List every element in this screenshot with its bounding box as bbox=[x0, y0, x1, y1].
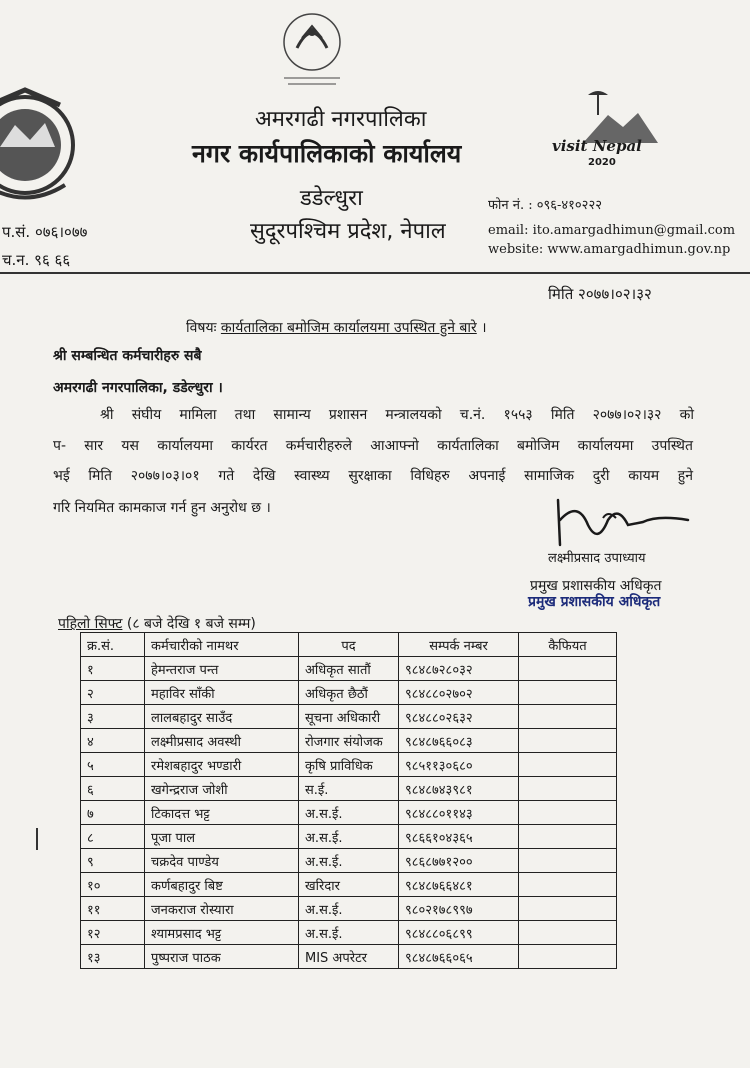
cell-name: रमेशबहादुर भण्डारी bbox=[145, 753, 299, 777]
table-body bbox=[81, 657, 617, 969]
cell-post: स.ई. bbox=[299, 777, 399, 801]
header-serial: क्र.सं. bbox=[81, 633, 145, 657]
district-name: डडेल्धुरा bbox=[300, 186, 363, 211]
margin-mark bbox=[36, 828, 38, 850]
cell-contact: ९८४८८०११४३ bbox=[399, 801, 519, 825]
cell-serial: १३ bbox=[81, 945, 145, 969]
table-row bbox=[81, 777, 617, 801]
reference-number: प.सं. ०७६।०७७ bbox=[2, 223, 88, 241]
cell-serial: २ bbox=[81, 681, 145, 705]
signatory-stamp: प्रमुख प्रशासकीय अधिकृत bbox=[528, 594, 661, 610]
municipality-logo-icon bbox=[262, 8, 362, 90]
visit-nepal-text: visit Nepal bbox=[552, 137, 642, 155]
cell-remarks bbox=[519, 849, 617, 873]
cell-remarks bbox=[519, 681, 617, 705]
mountain-icon bbox=[548, 85, 658, 145]
table-header-row bbox=[81, 633, 617, 657]
header-post: पद bbox=[299, 633, 399, 657]
table-row bbox=[81, 801, 617, 825]
table-row bbox=[81, 921, 617, 945]
cell-post: अ.स.ई. bbox=[299, 897, 399, 921]
cell-contact: ९८६६१०४३६५ bbox=[399, 825, 519, 849]
cell-post: अ.स.ई. bbox=[299, 801, 399, 825]
cell-contact: ९८०२१७८९९७ bbox=[399, 897, 519, 921]
subject-text: कार्यतालिका बमोजिम कार्यालयमा उपस्थित हुने बारे bbox=[220, 320, 477, 336]
cell-name: महाविर साँकी bbox=[145, 681, 299, 705]
cell-post: सूचना अधिकारी bbox=[299, 705, 399, 729]
table-row bbox=[81, 705, 617, 729]
table-row bbox=[81, 729, 617, 753]
signatory-name: लक्ष्मीप्रसाद उपाध्याय bbox=[548, 551, 646, 566]
header-remarks: कैफियत bbox=[519, 633, 617, 657]
cell-name: कर्णबहादुर बिष्ट bbox=[145, 873, 299, 897]
cell-post: अ.स.ई. bbox=[299, 825, 399, 849]
table-row bbox=[81, 873, 617, 897]
cell-contact: ९८४८७६६०६५ bbox=[399, 945, 519, 969]
cell-post: कृषि प्राविधिक bbox=[299, 753, 399, 777]
table-row bbox=[81, 681, 617, 705]
letter-date: मिति २०७७।०२।३२ bbox=[548, 285, 652, 303]
cell-remarks bbox=[519, 777, 617, 801]
cell-serial: १२ bbox=[81, 921, 145, 945]
website-address: website: www.amargadhimun.gov.np bbox=[488, 242, 731, 257]
recipient-line-2: अमरगढी नगरपालिका, डडेल्धुरा । bbox=[53, 380, 223, 396]
cell-post: खरिदार bbox=[299, 873, 399, 897]
handwritten-signature bbox=[548, 490, 698, 550]
body-line-1: श्री संघीय मामिला तथा सामान्य प्रशासन मन्त्रालयको च.नं. १५५३ मिति २०७७।०२।३२ को bbox=[100, 407, 694, 423]
header-divider bbox=[0, 272, 750, 274]
province-name: सुदूरपश्चिम प्रदेश, नेपाल bbox=[250, 219, 446, 244]
cell-name: श्यामप्रसाद भट्ट bbox=[145, 921, 299, 945]
body-line-3: भई मिति २०७७।०३।०१ गते देखि स्वास्थ्य सुरक्षाका विधिहरु अपनाई सामाजिक दुरी कायम हुने bbox=[53, 468, 693, 484]
phone-number: फोन नं. : ०९६-४१०२२२ bbox=[488, 198, 602, 213]
nepal-emblem-icon bbox=[0, 85, 80, 205]
cell-name: चक्रदेव पाण्डेय bbox=[145, 849, 299, 873]
cell-remarks bbox=[519, 657, 617, 681]
cell-post: MIS अपरेटर bbox=[299, 945, 399, 969]
subject-prefix: विषयः bbox=[186, 320, 217, 336]
header-name: कर्मचारीको नामथर bbox=[145, 633, 299, 657]
cell-remarks bbox=[519, 897, 617, 921]
cell-serial: १० bbox=[81, 873, 145, 897]
cell-serial: ६ bbox=[81, 777, 145, 801]
cell-contact: ९८४८७४३९८१ bbox=[399, 777, 519, 801]
cell-remarks bbox=[519, 945, 617, 969]
table-row bbox=[81, 825, 617, 849]
cell-remarks bbox=[519, 801, 617, 825]
cell-name: पुष्पराज पाठक bbox=[145, 945, 299, 969]
cell-serial: ३ bbox=[81, 705, 145, 729]
office-title: नगर कार्यपालिकाको कार्यालय bbox=[192, 139, 462, 168]
cell-contact: ९८४८७६६४८१ bbox=[399, 873, 519, 897]
cell-contact: ९८४८७२८०३२ bbox=[399, 657, 519, 681]
cell-name: टिकादत्त भट्ट bbox=[145, 801, 299, 825]
shift-title-main: पहिलो सिफ्ट bbox=[58, 616, 123, 632]
cell-remarks bbox=[519, 705, 617, 729]
header-contact: सम्पर्क नम्बर bbox=[399, 633, 519, 657]
body-line-2: प- सार यस कार्यालयमा कार्यरत कर्मचारीहरुले आआफ्नो कार्यतालिका बमोजिम कार्यालयमा उपस्थित bbox=[53, 438, 693, 454]
cell-name: हेमन्तराज पन्त bbox=[145, 657, 299, 681]
cell-post: अधिकृत सातौं bbox=[299, 657, 399, 681]
table-row bbox=[81, 897, 617, 921]
table-row bbox=[81, 753, 617, 777]
cell-name: जनकराज रोस्यारा bbox=[145, 897, 299, 921]
cell-serial: ४ bbox=[81, 729, 145, 753]
cell-post: अ.स.ई. bbox=[299, 921, 399, 945]
table-row bbox=[81, 657, 617, 681]
cell-name: पूजा पाल bbox=[145, 825, 299, 849]
visit-nepal-logo bbox=[548, 85, 658, 175]
shift-title bbox=[58, 614, 256, 633]
cell-remarks bbox=[519, 921, 617, 945]
cell-post: अधिकृत छैठौं bbox=[299, 681, 399, 705]
cell-serial: ८ bbox=[81, 825, 145, 849]
cell-contact: ९८४८७६६०८३ bbox=[399, 729, 519, 753]
subject-suffix: । bbox=[481, 320, 487, 336]
visit-nepal-year: 2020 bbox=[588, 157, 616, 168]
cell-serial: ११ bbox=[81, 897, 145, 921]
body-line-4: गरि नियमित कामकाज गर्न हुन अनुरोध छ । bbox=[53, 500, 271, 516]
table-row bbox=[81, 849, 617, 873]
signatory-title: प्रमुख प्रशासकीय अधिकृत bbox=[530, 578, 662, 594]
table-row bbox=[81, 945, 617, 969]
cell-post: रोजगार संयोजक bbox=[299, 729, 399, 753]
letter-subject bbox=[186, 318, 487, 337]
cell-contact: ९८६८७७१२०० bbox=[399, 849, 519, 873]
cell-name: लक्ष्मीप्रसाद अवस्थी bbox=[145, 729, 299, 753]
cell-contact: ९८५११३०६८० bbox=[399, 753, 519, 777]
cell-serial: ७ bbox=[81, 801, 145, 825]
cell-contact: ९८४८८०६८९९ bbox=[399, 921, 519, 945]
cell-contact: ९८४८८०२६३२ bbox=[399, 705, 519, 729]
municipality-name: अमरगढी नगरपालिका bbox=[255, 107, 427, 132]
cell-serial: १ bbox=[81, 657, 145, 681]
cell-name: खगेन्द्रराज जोशी bbox=[145, 777, 299, 801]
cell-name: लालबहादुर साउँद bbox=[145, 705, 299, 729]
cell-serial: ९ bbox=[81, 849, 145, 873]
cell-remarks bbox=[519, 753, 617, 777]
dispatch-number: च.न. ९६ ६६ bbox=[2, 251, 71, 269]
staff-table bbox=[80, 632, 617, 969]
cell-remarks bbox=[519, 825, 617, 849]
recipient-line-1: श्री सम्बन्धित कर्मचारीहरु सबै bbox=[53, 348, 202, 364]
cell-remarks bbox=[519, 729, 617, 753]
cell-remarks bbox=[519, 873, 617, 897]
cell-post: अ.स.ई. bbox=[299, 849, 399, 873]
shift-title-time: (८ बजे देखि १ बजे सम्म) bbox=[122, 616, 256, 632]
email-address: email: ito.amargadhimun@gmail.com bbox=[488, 223, 736, 238]
cell-serial: ५ bbox=[81, 753, 145, 777]
cell-contact: ९८४८८०२७०२ bbox=[399, 681, 519, 705]
